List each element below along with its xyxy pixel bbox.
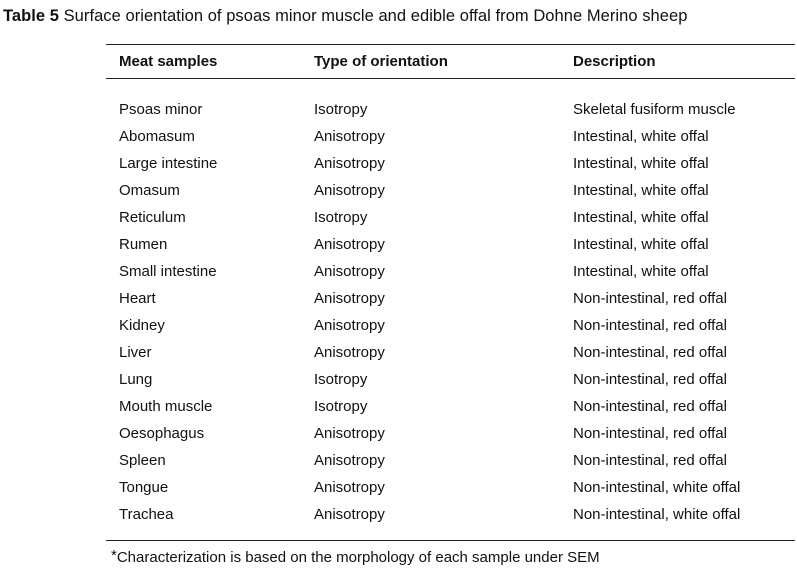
cell-meat-sample: Oesophagus	[119, 425, 205, 442]
cell-description: Non-intestinal, white offal	[573, 479, 741, 496]
cell-description: Non-intestinal, red offal	[573, 290, 727, 307]
cell-description: Intestinal, white offal	[573, 263, 709, 280]
cell-meat-sample: Liver	[119, 344, 152, 361]
cell-description: Intestinal, white offal	[573, 236, 709, 253]
cell-meat-sample: Spleen	[119, 452, 166, 469]
cell-description: Non-intestinal, red offal	[573, 371, 727, 388]
table-footnote	[111, 549, 600, 566]
column-header-type-of-orientation: Type of orientation	[314, 53, 448, 70]
cell-description: Intestinal, white offal	[573, 128, 709, 145]
cell-orientation-type: Anisotropy	[314, 506, 385, 523]
cell-orientation-type: Anisotropy	[314, 344, 385, 361]
table-row	[106, 397, 795, 424]
cell-meat-sample: Small intestine	[119, 263, 217, 280]
cell-meat-sample: Tongue	[119, 479, 169, 496]
cell-orientation-type: Anisotropy	[314, 155, 385, 172]
cell-orientation-type: Anisotropy	[314, 290, 385, 307]
table-row	[106, 154, 795, 181]
cell-meat-sample: Mouth muscle	[119, 398, 213, 415]
cell-description: Non-intestinal, red offal	[573, 425, 727, 442]
cell-description: Non-intestinal, red offal	[573, 317, 727, 334]
cell-orientation-type: Isotropy	[314, 101, 368, 118]
cell-description: Intestinal, white offal	[573, 209, 709, 226]
cell-meat-sample: Kidney	[119, 317, 165, 334]
table-caption	[3, 7, 687, 26]
cell-meat-sample: Psoas minor	[119, 101, 203, 118]
table-header-rule	[106, 78, 795, 79]
cell-description: Non-intestinal, red offal	[573, 452, 727, 469]
cell-meat-sample: Large intestine	[119, 155, 218, 172]
cell-meat-sample: Trachea	[119, 506, 174, 523]
table-row	[106, 262, 795, 289]
cell-orientation-type: Anisotropy	[314, 263, 385, 280]
cell-description: Non-intestinal, white offal	[573, 506, 741, 523]
table-row	[106, 235, 795, 262]
column-header-meat-samples: Meat samples	[119, 53, 218, 70]
cell-meat-sample: Rumen	[119, 236, 168, 253]
table-row	[106, 505, 795, 532]
table-header-row	[106, 53, 795, 73]
cell-orientation-type: Anisotropy	[314, 182, 385, 199]
cell-meat-sample: Abomasum	[119, 128, 195, 145]
table-row	[106, 100, 795, 127]
cell-description: Non-intestinal, red offal	[573, 344, 727, 361]
table-top-rule	[106, 44, 795, 45]
table-body	[106, 100, 795, 532]
table-row	[106, 478, 795, 505]
cell-orientation-type: Isotropy	[314, 209, 368, 226]
cell-orientation-type: Anisotropy	[314, 479, 385, 496]
table-row	[106, 370, 795, 397]
table-row	[106, 181, 795, 208]
cell-orientation-type: Isotropy	[314, 371, 368, 388]
table-row	[106, 316, 795, 343]
table-bottom-rule	[106, 540, 795, 541]
cell-orientation-type: Anisotropy	[314, 128, 385, 145]
table-row	[106, 343, 795, 370]
table-title: Surface orientation of psoas minor muscle and edible offal from Dohne Merino sheep	[58, 7, 688, 25]
table-row	[106, 127, 795, 154]
table-row	[106, 424, 795, 451]
cell-description: Intestinal, white offal	[573, 182, 709, 199]
cell-orientation-type: Anisotropy	[314, 425, 385, 442]
footnote-mark: *	[111, 547, 117, 564]
cell-orientation-type: Anisotropy	[314, 452, 385, 469]
cell-description: Intestinal, white offal	[573, 155, 709, 172]
cell-orientation-type: Anisotropy	[314, 236, 385, 253]
cell-description: Skeletal fusiform muscle	[573, 101, 736, 118]
cell-orientation-type: Anisotropy	[314, 317, 385, 334]
cell-description: Non-intestinal, red offal	[573, 398, 727, 415]
footnote-text: Characterization is based on the morphology of each sample under SEM	[116, 549, 600, 566]
cell-meat-sample: Omasum	[119, 182, 180, 199]
cell-meat-sample: Heart	[119, 290, 156, 307]
cell-meat-sample: Reticulum	[119, 209, 186, 226]
table-row	[106, 289, 795, 316]
cell-orientation-type: Isotropy	[314, 398, 368, 415]
column-header-description: Description	[573, 53, 656, 70]
table-row	[106, 451, 795, 478]
cell-meat-sample: Lung	[119, 371, 153, 388]
table-row	[106, 208, 795, 235]
table-number: Table 5	[3, 7, 59, 25]
